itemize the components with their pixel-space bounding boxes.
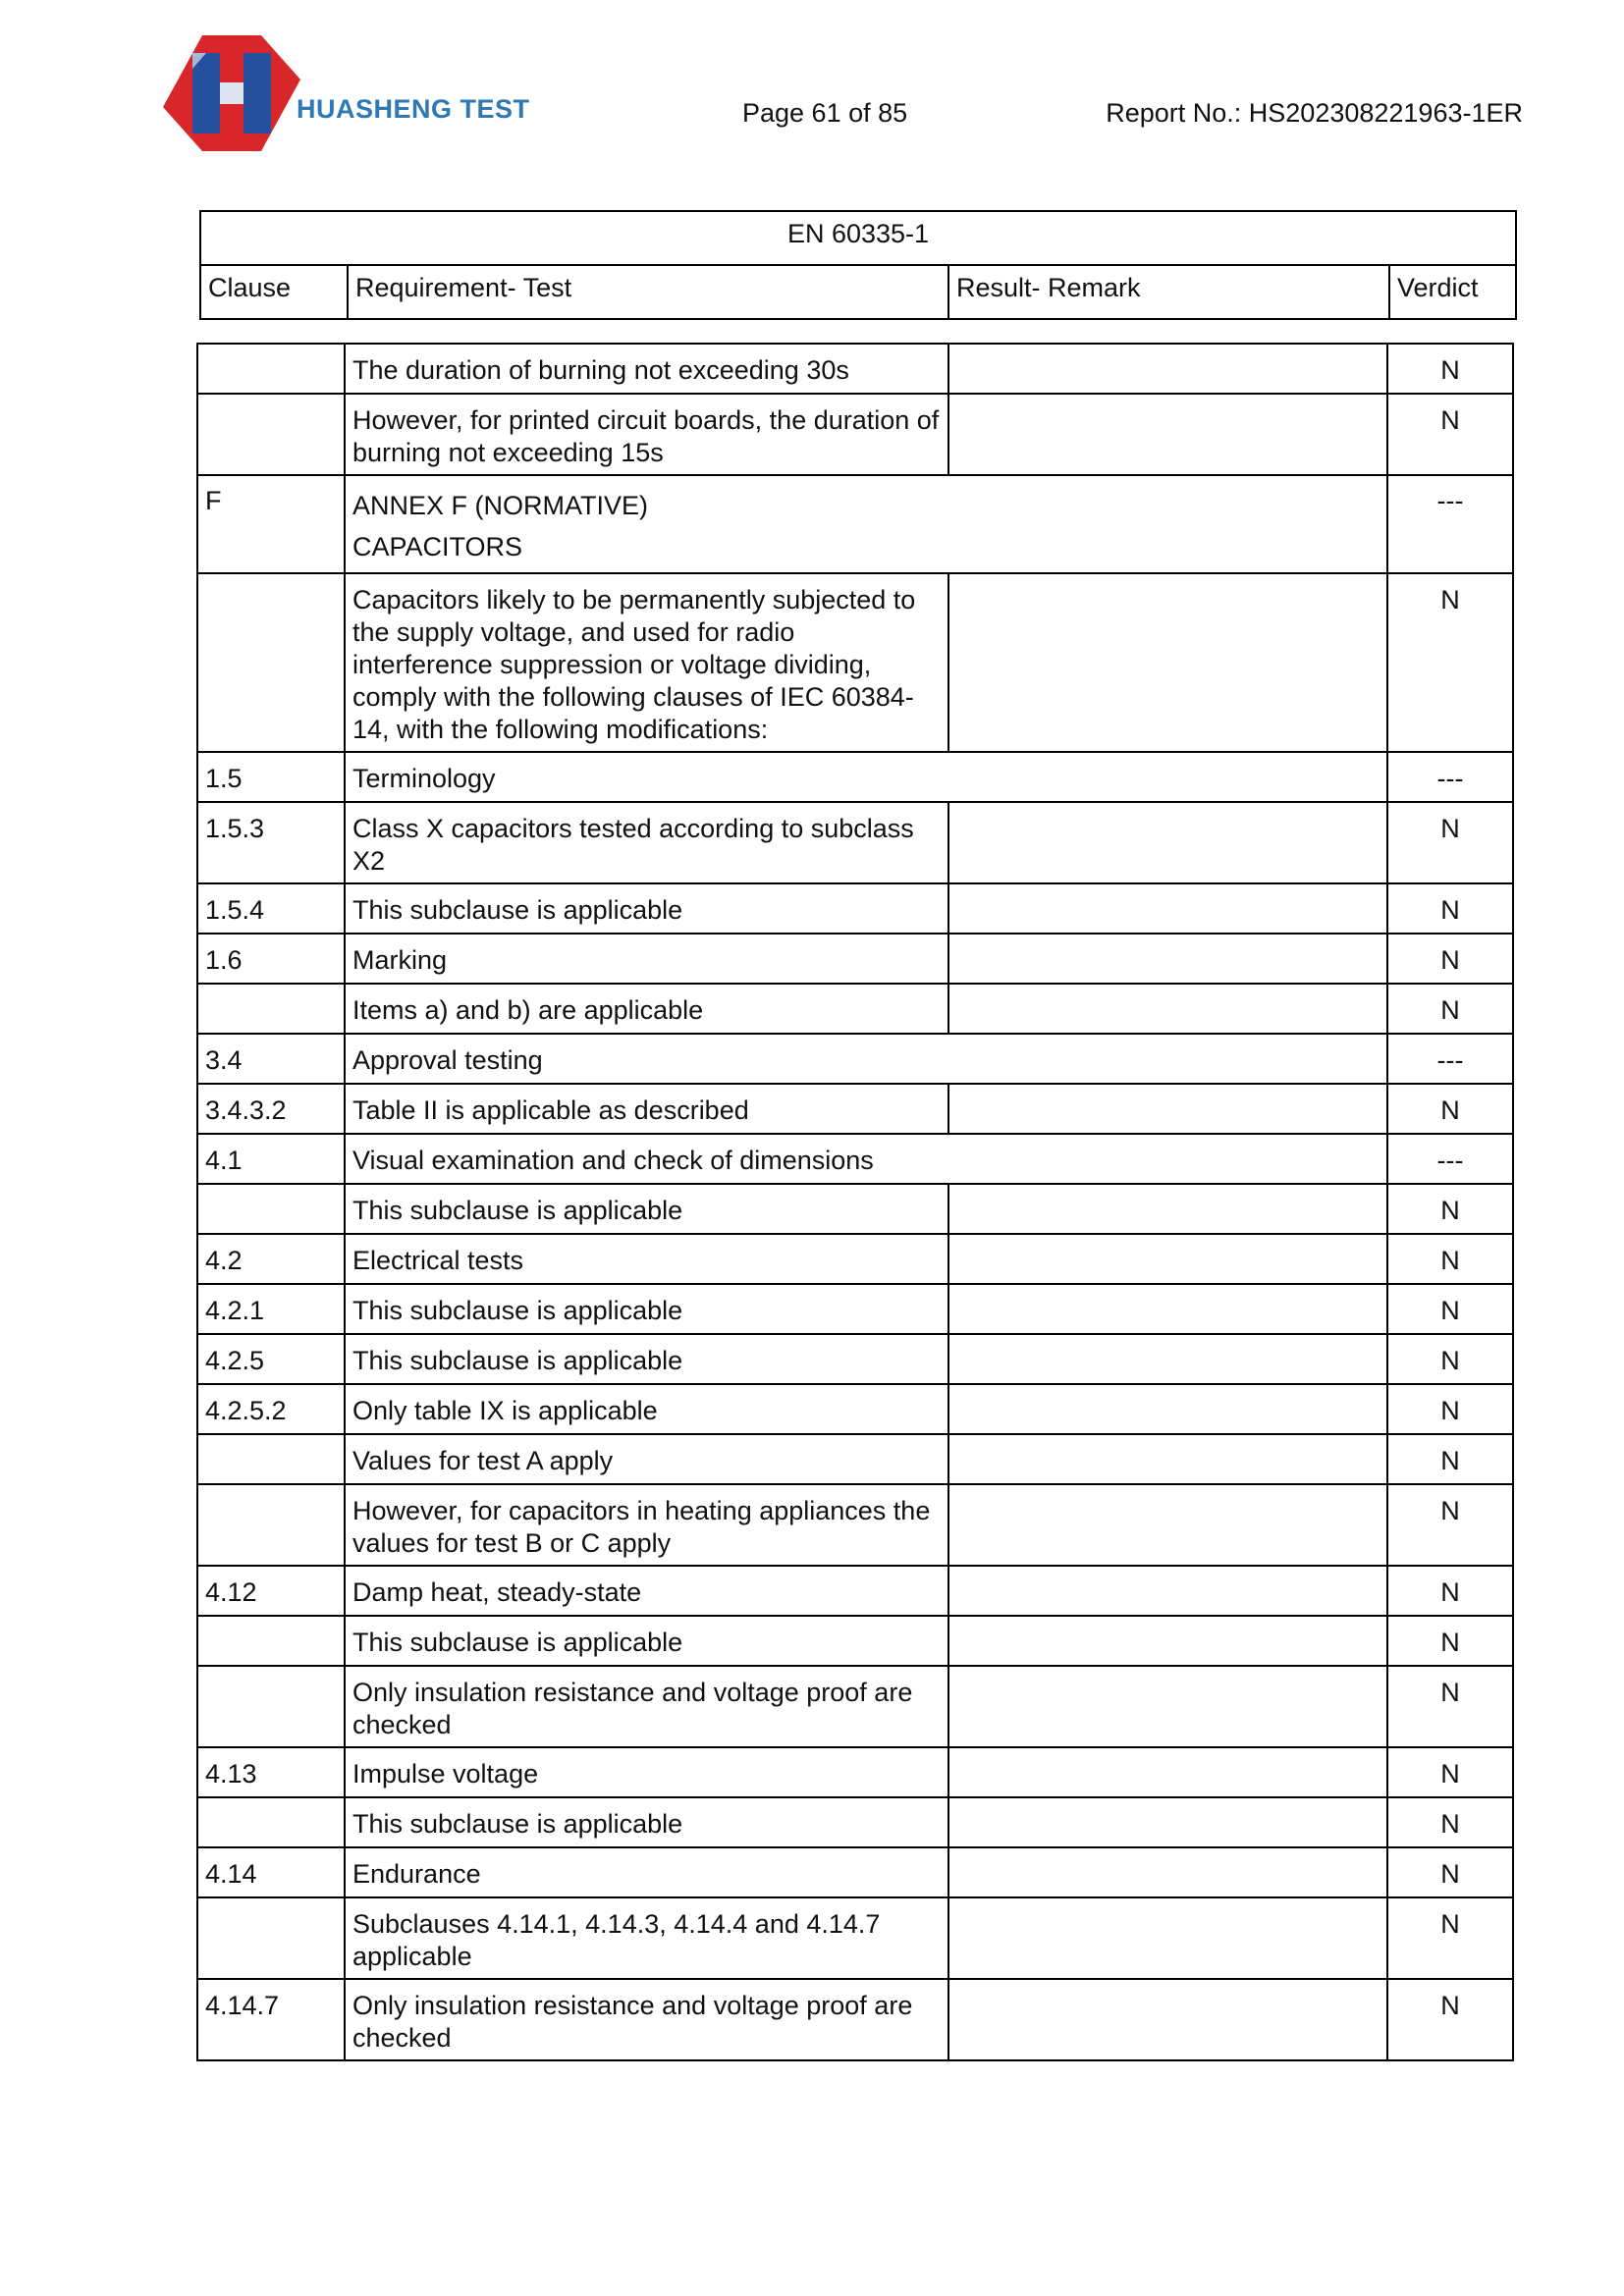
verdict-cell: N (1387, 1284, 1513, 1334)
result-cell (948, 1484, 1387, 1566)
result-cell (948, 394, 1387, 475)
clause-cell (197, 1616, 345, 1666)
clause-cell: 1.5.4 (197, 883, 345, 934)
clause-cell: 4.2 (197, 1234, 345, 1284)
verdict-cell: N (1387, 883, 1513, 934)
requirement-cell: Terminology (345, 752, 1387, 802)
verdict-cell: N (1387, 1084, 1513, 1134)
clause-cell (197, 573, 345, 752)
verdict-cell: N (1387, 1234, 1513, 1284)
table-row (197, 475, 1513, 573)
verdict-cell: N (1387, 1334, 1513, 1384)
clause-cell: 3.4.3.2 (197, 1084, 345, 1134)
requirement-cell: Endurance (345, 1847, 948, 1897)
verdict-cell: N (1387, 1979, 1513, 2060)
requirement-cell: This subclause is applicable (345, 1616, 948, 1666)
report-number: Report No.: HS202308221963-1ER (1106, 98, 1523, 128)
clause-cell: 1.5.3 (197, 802, 345, 883)
requirement-cell: Approval testing (345, 1034, 1387, 1084)
result-cell (948, 1384, 1387, 1434)
column-header-clause: Clause (200, 265, 348, 319)
annex-subtitle: CAPACITORS (352, 532, 523, 561)
verdict-cell: N (1387, 1484, 1513, 1566)
clause-cell (197, 984, 345, 1034)
table-row (197, 1284, 1513, 1334)
verdict-cell: N (1387, 802, 1513, 883)
requirement-cell: The duration of burning not exceeding 30s (345, 344, 948, 394)
clause-cell: 3.4 (197, 1034, 345, 1084)
clause-cell (197, 1434, 345, 1484)
clause-cell (197, 1797, 345, 1847)
page-header (0, 0, 1624, 167)
brand-name: HUASHENG TEST (297, 94, 530, 124)
verdict-cell: N (1387, 573, 1513, 752)
result-cell (948, 1897, 1387, 1979)
requirement-cell: Electrical tests (345, 1234, 948, 1284)
annex-title: ANNEX F (NORMATIVE) (352, 491, 649, 520)
verdict-cell: N (1387, 1847, 1513, 1897)
table-row (197, 1666, 1513, 1747)
result-cell (948, 883, 1387, 934)
standard-title: EN 60335-1 (200, 211, 1516, 265)
table-row (197, 1797, 1513, 1847)
result-cell (948, 1434, 1387, 1484)
result-cell (948, 1284, 1387, 1334)
requirement-cell: Capacitors likely to be permanently subjected to the supply voltage, and used for radio interference suppression or voltage dividing, comply with the following clauses of IEC 60384-14, with the following modifications: (345, 573, 948, 752)
result-cell (948, 1084, 1387, 1134)
result-cell (948, 1979, 1387, 2060)
result-cell (948, 1334, 1387, 1384)
clause-cell: 4.12 (197, 1566, 345, 1616)
verdict-cell: N (1387, 984, 1513, 1034)
verdict-cell: N (1387, 1666, 1513, 1747)
requirement-cell (345, 475, 1387, 573)
table-row (197, 1384, 1513, 1434)
clause-cell (197, 1484, 345, 1566)
page-number: Page 61 of 85 (742, 98, 908, 128)
table-row (197, 1334, 1513, 1384)
table-row (197, 1034, 1513, 1084)
table-row (197, 883, 1513, 934)
table-row (197, 1434, 1513, 1484)
requirement-cell: Marking (345, 934, 948, 984)
column-header-requirement: Requirement- Test (348, 265, 948, 319)
requirement-cell: This subclause is applicable (345, 1334, 948, 1384)
verdict-cell: N (1387, 1384, 1513, 1434)
result-cell (948, 1847, 1387, 1897)
standard-header-table (199, 210, 1517, 320)
table-row (197, 752, 1513, 802)
table-row (197, 394, 1513, 475)
table-row (197, 1616, 1513, 1666)
verdict-cell: N (1387, 1184, 1513, 1234)
result-cell (948, 802, 1387, 883)
clause-cell: 1.6 (197, 934, 345, 984)
table-row (197, 344, 1513, 394)
table-row (197, 1134, 1513, 1184)
table-row (197, 1897, 1513, 1979)
verdict-cell: N (1387, 1797, 1513, 1847)
clause-cell (197, 1897, 345, 1979)
requirement-cell: However, for capacitors in heating appliances the values for test B or C apply (345, 1484, 948, 1566)
clause-cell (197, 394, 345, 475)
verdict-cell: N (1387, 394, 1513, 475)
verdict-cell: N (1387, 1897, 1513, 1979)
requirement-cell: Subclauses 4.14.1, 4.14.3, 4.14.4 and 4.14.7 applicable (345, 1897, 948, 1979)
clause-cell: 4.2.5.2 (197, 1384, 345, 1434)
verdict-cell: --- (1387, 475, 1513, 573)
result-cell (948, 1747, 1387, 1797)
result-cell (948, 1184, 1387, 1234)
requirement-cell: Only table IX is applicable (345, 1384, 948, 1434)
result-cell (948, 934, 1387, 984)
requirements-table (196, 343, 1514, 2061)
table-row (197, 1184, 1513, 1234)
clause-cell: 4.1 (197, 1134, 345, 1184)
table-row (197, 802, 1513, 883)
requirement-cell: However, for printed circuit boards, the duration of burning not exceeding 15s (345, 394, 948, 475)
requirement-cell: Class X capacitors tested according to subclass X2 (345, 802, 948, 883)
requirement-cell: This subclause is applicable (345, 1284, 948, 1334)
verdict-cell: N (1387, 1616, 1513, 1666)
table-row (197, 1484, 1513, 1566)
column-header-result: Result- Remark (948, 265, 1389, 319)
requirement-cell: Visual examination and check of dimensions (345, 1134, 1387, 1184)
table-row (197, 1747, 1513, 1797)
table-row (197, 934, 1513, 984)
requirement-cell: This subclause is applicable (345, 1184, 948, 1234)
requirement-cell: Items a) and b) are applicable (345, 984, 948, 1034)
verdict-cell: N (1387, 1434, 1513, 1484)
clause-cell: 4.13 (197, 1747, 345, 1797)
result-cell (948, 1666, 1387, 1747)
requirement-cell: This subclause is applicable (345, 1797, 948, 1847)
clause-cell: F (197, 475, 345, 573)
table-row (197, 984, 1513, 1034)
table-row (197, 1566, 1513, 1616)
table-row (197, 1847, 1513, 1897)
requirement-cell: Only insulation resistance and voltage proof are checked (345, 1979, 948, 2060)
clause-cell: 4.2.5 (197, 1334, 345, 1384)
column-header-verdict: Verdict (1389, 265, 1516, 319)
clause-cell (197, 344, 345, 394)
result-cell (948, 1797, 1387, 1847)
verdict-cell: --- (1387, 1034, 1513, 1084)
table-row (197, 1979, 1513, 2060)
result-cell (948, 573, 1387, 752)
result-cell (948, 984, 1387, 1034)
requirement-cell: This subclause is applicable (345, 883, 948, 934)
verdict-cell: --- (1387, 1134, 1513, 1184)
result-cell (948, 1566, 1387, 1616)
clause-cell: 4.14.7 (197, 1979, 345, 2060)
verdict-cell: N (1387, 1566, 1513, 1616)
verdict-cell: N (1387, 344, 1513, 394)
result-cell (948, 344, 1387, 394)
verdict-cell: N (1387, 934, 1513, 984)
clause-cell: 1.5 (197, 752, 345, 802)
requirement-cell: Impulse voltage (345, 1747, 948, 1797)
clause-cell: 4.2.1 (197, 1284, 345, 1334)
requirement-cell: Values for test A apply (345, 1434, 948, 1484)
clause-cell: 4.14 (197, 1847, 345, 1897)
huasheng-logo-icon (163, 35, 300, 151)
clause-cell (197, 1184, 345, 1234)
table-row (197, 1234, 1513, 1284)
result-cell (948, 1234, 1387, 1284)
clause-cell (197, 1666, 345, 1747)
requirement-cell: Only insulation resistance and voltage proof are checked (345, 1666, 948, 1747)
requirement-cell: Damp heat, steady-state (345, 1566, 948, 1616)
verdict-cell: N (1387, 1747, 1513, 1797)
table-row (197, 1084, 1513, 1134)
table-row (197, 573, 1513, 752)
requirement-cell: Table II is applicable as described (345, 1084, 948, 1134)
result-cell (948, 1616, 1387, 1666)
verdict-cell: --- (1387, 752, 1513, 802)
